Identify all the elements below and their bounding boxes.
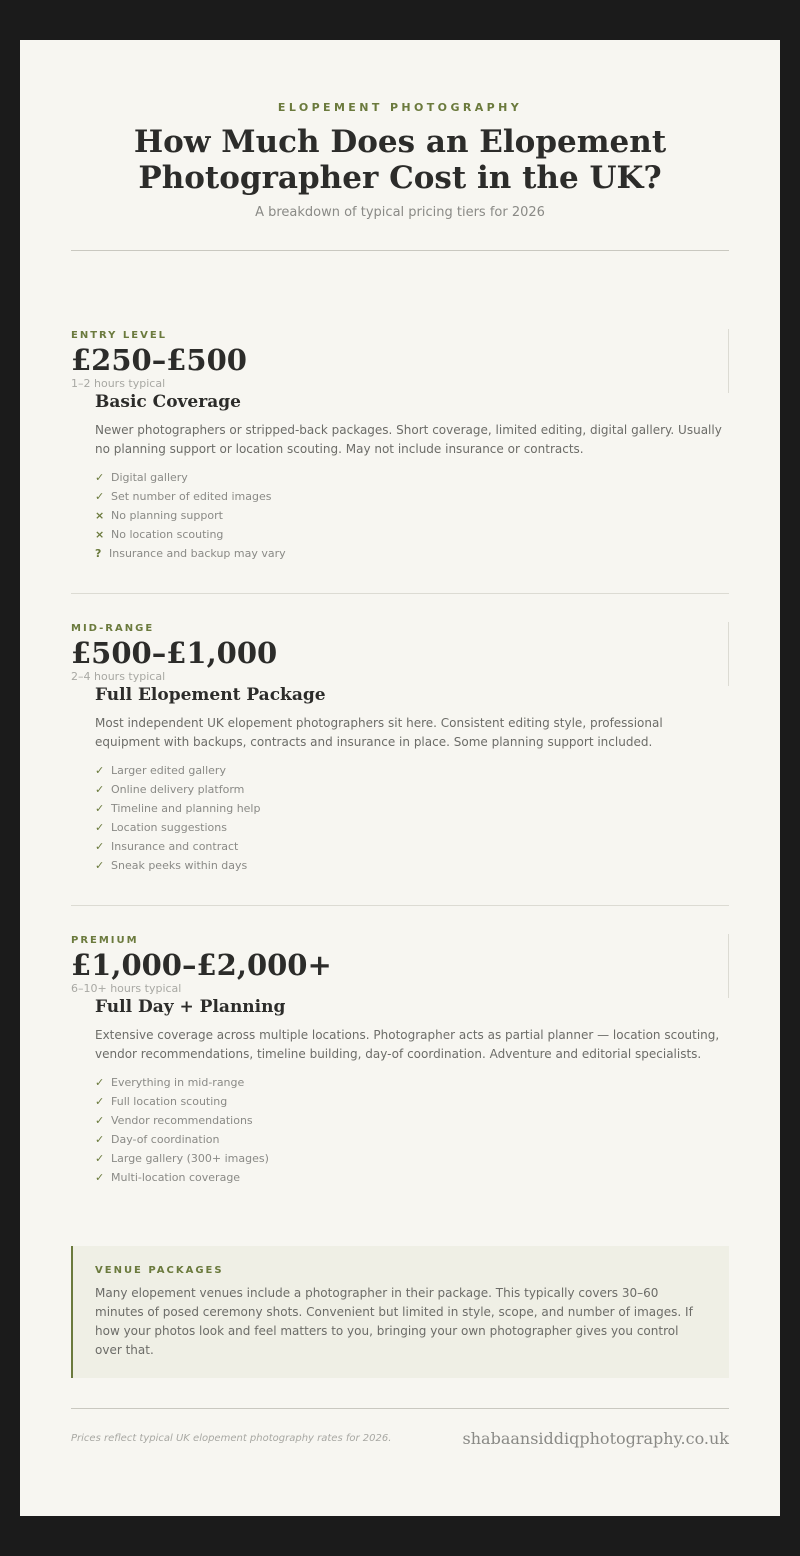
feature-item — [95, 468, 729, 487]
tier-price: £250–£500 — [71, 343, 247, 377]
tier-price: £1,000–£2,000+ — [71, 948, 332, 982]
feature-item — [95, 799, 729, 818]
check-icon: ✓ — [95, 821, 105, 834]
tier-hours: 6–10+ hours typical — [71, 982, 182, 995]
check-icon: ✓ — [95, 1095, 105, 1108]
tier-entry-level — [71, 329, 729, 593]
feature-item — [95, 761, 729, 780]
tier-name: Full Elopement Package — [95, 685, 326, 705]
feature-item — [95, 818, 729, 837]
check-icon: ✓ — [95, 764, 105, 777]
feature-list — [95, 468, 729, 563]
question-icon: ? — [95, 547, 102, 560]
check-icon: ✓ — [95, 1152, 105, 1165]
cross-icon: × — [95, 528, 105, 541]
tier-header — [71, 622, 729, 684]
tier-description: Newer photographers or stripped-back packages. Short coverage, limited editing, digital gallery. Usually no planning support or location scouting. May not include insurance or contracts. — [95, 423, 722, 456]
tier-body — [71, 684, 729, 875]
feature-item — [95, 856, 729, 875]
feature-text: Location suggestions — [111, 821, 227, 834]
tier-label: PREMIUM — [71, 935, 139, 946]
venue-label: VENUE PACKAGES — [95, 1265, 224, 1276]
feature-text: Online delivery platform — [111, 783, 245, 796]
check-icon: ✓ — [95, 490, 105, 503]
tier-label: MID-RANGE — [71, 623, 155, 634]
check-icon: ✓ — [95, 1076, 105, 1089]
feature-list — [95, 1073, 729, 1187]
feature-item — [95, 525, 729, 544]
tier-mid-range — [71, 594, 729, 905]
check-icon: ✓ — [95, 471, 105, 484]
eyebrow-label: ELOPEMENT PHOTOGRAPHY — [277, 101, 523, 114]
tier-header — [71, 329, 729, 391]
feature-text: Set number of edited images — [111, 490, 272, 503]
check-icon: ✓ — [95, 859, 105, 872]
feature-item — [95, 1168, 729, 1187]
feature-item — [95, 1130, 729, 1149]
venue-text: Many elopement venues include a photographer in their package. This typically covers 30–60 minutes of posed ceremony shots. Convenient but limited in style, scope, and number of images. If how your photos look and feel matters to you, bringing your own photographer gives you control over that. — [95, 1286, 693, 1357]
feature-item — [95, 506, 729, 525]
tier-header — [71, 934, 729, 996]
footer — [71, 1429, 729, 1448]
page-title — [71, 124, 729, 196]
footer-note: Prices reflect typical UK elopement photography rates for 2026. — [71, 1433, 392, 1444]
feature-text: Insurance and contract — [111, 840, 239, 853]
feature-text: Sneak peeks within days — [111, 859, 248, 872]
tier-description: Extensive coverage across multiple locations. Photographer acts as partial planner — location scouting, vendor recommendations, timeline building, day-of coordination. Adventure and editorial specialists. — [95, 1028, 720, 1061]
check-icon: ✓ — [95, 840, 105, 853]
feature-item — [95, 487, 729, 506]
tier-name: Basic Coverage — [95, 392, 241, 412]
header-divider — [71, 250, 729, 251]
check-icon: ✓ — [95, 1171, 105, 1184]
feature-item — [95, 780, 729, 799]
tier-premium — [71, 906, 729, 1187]
venue-packages-callout — [71, 1246, 729, 1378]
feature-list — [95, 761, 729, 875]
site-name: shabaansiddiqphotography.co.uk — [462, 1429, 729, 1448]
tier-hours: 1–2 hours typical — [71, 377, 166, 390]
feature-text: Full location scouting — [111, 1095, 228, 1108]
page-header — [71, 40, 729, 220]
feature-text: Digital gallery — [111, 471, 188, 484]
tier-label: ENTRY LEVEL — [71, 330, 168, 341]
feature-text: No planning support — [111, 509, 223, 522]
tier-body — [71, 391, 729, 563]
feature-text: Everything in mid-range — [111, 1076, 245, 1089]
feature-text: Insurance and backup may vary — [109, 547, 286, 560]
feature-text: Larger edited gallery — [111, 764, 226, 777]
feature-text: Timeline and planning help — [111, 802, 261, 815]
tier-hours: 2–4 hours typical — [71, 670, 166, 683]
check-icon: ✓ — [95, 1133, 105, 1146]
check-icon: ✓ — [95, 802, 105, 815]
title-line-2: Photographer Cost in the UK? — [138, 160, 662, 196]
cross-icon: × — [95, 509, 105, 522]
tier-description: Most independent UK elopement photographers sit here. Consistent editing style, professional equipment with backups, contracts and insurance in place. Some planning support included. — [95, 716, 663, 749]
feature-text: Multi-location coverage — [111, 1171, 241, 1184]
feature-text: Day-of coordination — [111, 1133, 220, 1146]
feature-item — [95, 1111, 729, 1130]
check-icon: ✓ — [95, 1114, 105, 1127]
pricing-card — [20, 40, 780, 1516]
check-icon: ✓ — [95, 783, 105, 796]
tier-price: £500–£1,000 — [71, 636, 278, 670]
feature-item — [95, 1073, 729, 1092]
tier-name: Full Day + Planning — [95, 997, 286, 1017]
footer-divider — [71, 1408, 729, 1409]
feature-text: Vendor recommendations — [111, 1114, 253, 1127]
feature-text: No location scouting — [111, 528, 224, 541]
feature-item — [95, 1092, 729, 1111]
tier-body — [71, 996, 729, 1187]
title-line-1: How Much Does an Elopement — [133, 124, 667, 160]
feature-item — [95, 837, 729, 856]
page-subtitle: A breakdown of typical pricing tiers for 2026 — [255, 205, 545, 220]
feature-item — [95, 1149, 729, 1168]
feature-text: Large gallery (300+ images) — [111, 1152, 269, 1165]
feature-item — [95, 544, 729, 563]
